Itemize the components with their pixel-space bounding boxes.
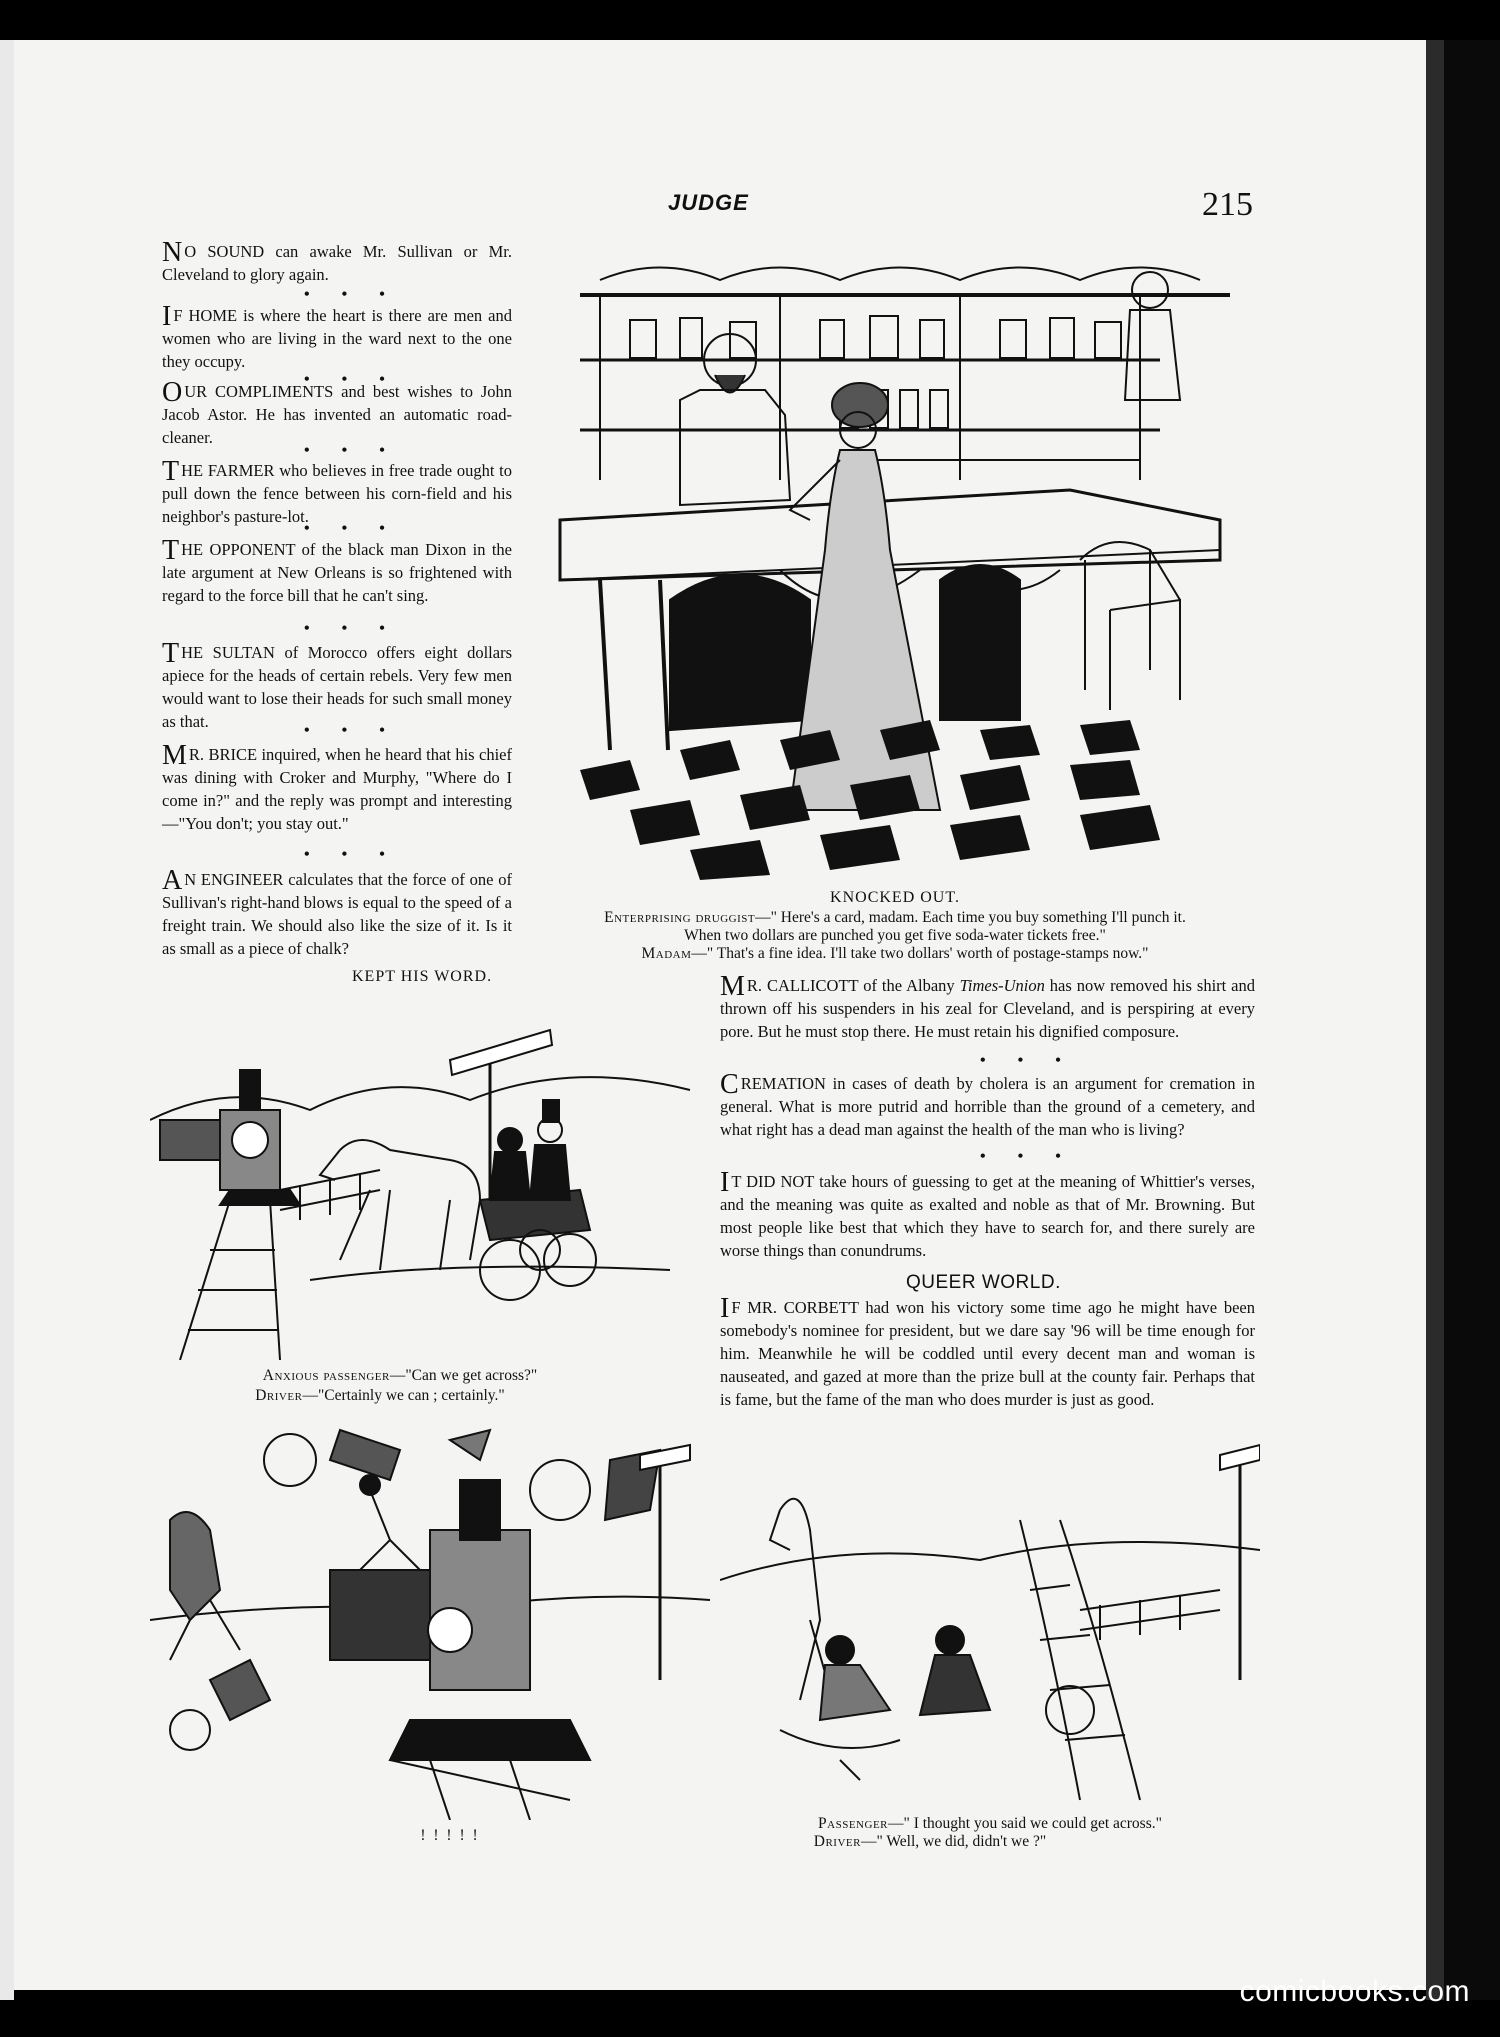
paragraph-home — [162, 301, 512, 373]
drop-cap: M — [720, 971, 745, 1002]
lead-words: R. BRICE — [188, 745, 258, 764]
lead-words: HE OPPONENT — [181, 540, 296, 559]
lead-words: UR COMPLIMENTS — [184, 382, 334, 401]
separator-dots: • • • — [304, 620, 399, 637]
paragraph-callicott — [720, 971, 1255, 1043]
drop-cap: I — [720, 1293, 730, 1324]
train-carriage-illustration — [150, 1000, 710, 1360]
page-number: 215 — [1202, 186, 1253, 223]
lead-words: REMATION — [740, 1074, 826, 1093]
site-watermark: comicbooks.com — [1239, 1975, 1470, 2008]
masthead: JUDGE — [668, 190, 749, 215]
paragraph-text: in cases of death by cholera is an argument for cremation in general. What is more putrid and horrible than the ground of a cemetery, and what right has a dead man against the health of the man who is living? — [720, 1074, 1255, 1139]
paragraph-compliments — [162, 377, 512, 449]
drop-cap: I — [162, 301, 172, 332]
lead-words: R. CALLICOTT — [746, 976, 859, 995]
cartoon-caption-line-3 — [540, 944, 1250, 964]
separator-dots: • • • — [304, 846, 399, 863]
binding-shadow — [1426, 40, 1444, 2000]
caption-text: —" I thought you said we could get across." — [888, 1815, 1162, 1832]
paragraph-corbett — [720, 1293, 1255, 1411]
paragraph-text: who believes in free trade ought to pull down the fence between his corn-field and his neighbor's pasture-lot. — [162, 461, 513, 526]
paragraph-opponent — [162, 535, 512, 607]
lead-words: F MR. CORBETT — [731, 1298, 859, 1317]
aftermath-caption-2 — [700, 1832, 1160, 1852]
drugstore-illustration — [540, 250, 1250, 880]
cartoon-title: KNOCKED OUT. — [830, 889, 960, 906]
facing-page-edge — [0, 40, 14, 2000]
speaker: Driver — [813, 1833, 861, 1850]
drop-cap: C — [720, 1069, 739, 1100]
separator-dots: • • • — [304, 371, 399, 388]
lead-words: HE SULTAN — [181, 643, 275, 662]
separator-dots: • • • — [980, 1148, 1075, 1165]
speaker: Passenger — [818, 1815, 888, 1832]
paragraph-text: and best wishes to John Jacob Astor. He has invented an automatic road-cleaner. — [162, 382, 512, 447]
paragraph-text: of the Albany — [858, 976, 960, 995]
paragraph-farmer — [162, 456, 513, 528]
aftermath-illustration — [720, 1440, 1260, 1810]
paragraph-text: calculates that the force of one of Sullivan's right-hand blows is equal to the speed of a freight train. We should also like the size of it. Is it as small as a piece of chalk? — [162, 870, 513, 958]
lead-words: T DID NOT — [731, 1172, 815, 1191]
lead-words: HE FARMER — [181, 461, 275, 480]
paragraph-whittier — [720, 1167, 1255, 1262]
speaker: Driver — [255, 1387, 303, 1404]
drop-cap: T — [162, 456, 180, 487]
kept-caption-2 — [150, 1386, 610, 1406]
kept-his-word-heading: KEPT HIS WORD. — [352, 968, 493, 985]
caption-text: —"Certainly we can ; certainly." — [302, 1387, 505, 1404]
paragraph-text: of Morocco offers eight dollars apiece for the heads of certain rebels. Very few men would want to lose their heads for such small money as that. — [162, 643, 513, 731]
drop-cap: A — [162, 865, 183, 896]
caption-text: —" Here's a card, madam. Each time you buy something I'll punch it. — [755, 909, 1186, 926]
separator-dots: • • • — [980, 1052, 1075, 1069]
cartoon-caption-line-1 — [540, 908, 1250, 928]
scan-border — [1444, 40, 1500, 2000]
paragraph-brice — [162, 740, 512, 835]
speaker: Anxious passenger — [262, 1367, 390, 1384]
drop-cap: T — [162, 638, 180, 669]
paragraph-text: is where the heart is there are men and women who are living in the ward next to the one they occupy. — [162, 306, 512, 371]
drop-cap: N — [162, 237, 183, 268]
paragraph-text: can awake Mr. Sullivan or Mr. Cleveland to glory again. — [162, 242, 512, 284]
paragraph-text: inquired, when he heard that his chief was dining with Croker and Murphy, "Where do I come in?" and the reply was prompt and interesting—"You don't; you stay out." — [162, 745, 512, 833]
caption-text: —" Well, we did, didn't we ?" — [860, 1833, 1047, 1850]
paragraph-engineer — [162, 865, 513, 960]
drop-cap: M — [162, 740, 187, 771]
paragraph-text: of the black man Dixon in the late argument at New Orleans is so frightened with regard to the force bill that he can't sing. — [162, 540, 512, 605]
separator-dots: • • • — [304, 722, 399, 739]
cartoon-caption-line-2: When two dollars are punched you get five soda-water tickets free." — [684, 927, 1106, 944]
newspaper-name: Times-Union — [959, 976, 1045, 995]
separator-dots: • • • — [304, 520, 399, 537]
separator-dots: • • • — [304, 286, 399, 303]
lead-words: F HOME — [173, 306, 238, 325]
paragraph-text: had won his victory some time ago he might have been somebody's nominee for president, but we dare say '96 will be time enough for him. Meanwhile he will be coddled until every decent man and woman is nauseated, and gazed at more than the prize bull at the county fair. Perhaps that is fame, but the fame of the man who does murder is just as good. — [720, 1298, 1255, 1409]
lead-words: O SOUND — [184, 242, 265, 261]
lead-words: N ENGINEER — [184, 870, 284, 889]
paragraph-sultan — [162, 638, 513, 733]
drop-cap: O — [162, 377, 183, 408]
paragraph-sullivan — [162, 237, 512, 286]
exclamation-caption: ! ! ! ! ! — [420, 1827, 480, 1844]
drop-cap: T — [162, 535, 180, 566]
queer-world-heading: QUEER WORLD. — [906, 1272, 1061, 1293]
paragraph-cremation — [720, 1069, 1255, 1141]
speaker: Madam — [641, 945, 692, 962]
caption-text: —"Can we get across?" — [389, 1367, 538, 1384]
paragraph-text: take hours of guessing to get at the meaning of Whittier's verses, and the meaning was quite as exalted and noble as that of Mr. Browning. But most people like best that which they have to search for, and there surely are worse things than conundrums. — [720, 1172, 1255, 1260]
paragraph-text: has now removed his shirt and thrown off his suspenders in his zeal for Cleveland, and is perspiring at every pore. But he must stop there. He must retain his dignified composure. — [720, 976, 1255, 1041]
drop-cap: I — [720, 1167, 730, 1198]
caption-text: —" That's a fine idea. I'll take two dollars' worth of postage-stamps now." — [691, 945, 1149, 962]
separator-dots: • • • — [304, 442, 399, 459]
aftermath-caption-1 — [720, 1814, 1260, 1834]
speaker: Enterprising druggist — [604, 909, 756, 926]
kept-caption-1 — [150, 1366, 650, 1386]
train-collision-illustration — [150, 1420, 710, 1820]
